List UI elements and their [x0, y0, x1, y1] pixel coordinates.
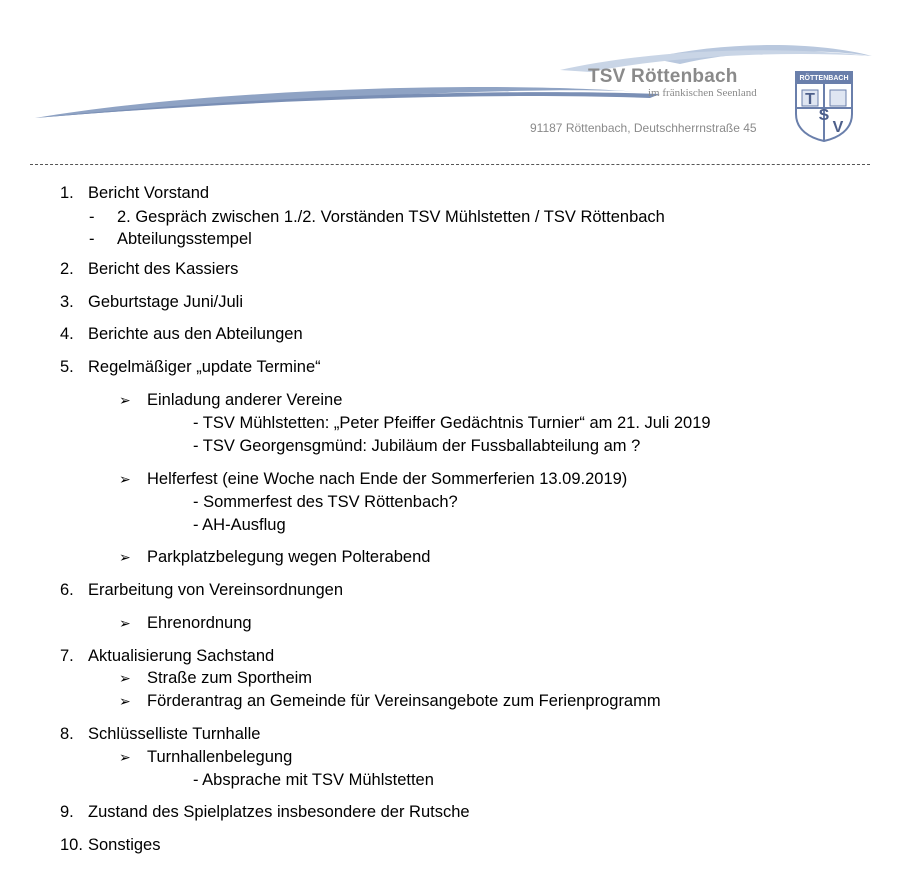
agenda-item-title: Bericht des Kassiers: [88, 260, 239, 278]
item-number: 6.: [60, 581, 74, 599]
agenda-item-title: Schlüsselliste Turnhalle: [88, 725, 261, 743]
agenda-item-title: Zustand des Spielplatzes insbesondere der Rutsche: [88, 803, 470, 821]
bullet-item: Helferfest (eine Woche nach Ende der Sommerferien 13.09.2019): [147, 470, 628, 488]
bullet-item: Straße zum Sportheim: [147, 669, 313, 687]
bullet-item: Turnhallenbelegung: [147, 748, 293, 766]
item-number: 4.: [60, 325, 74, 343]
agenda-item-title: Aktualisierung Sachstand: [88, 647, 275, 665]
bullet-arrow-icon: ➢: [119, 392, 131, 408]
logo-letter-t: T: [805, 91, 815, 108]
sub-item: 2. Gespräch zwischen 1./2. Vorständen TSV Mühlstetten / TSV Röttenbach: [117, 208, 665, 226]
item-number: 7.: [60, 647, 74, 665]
bullet-arrow-icon: ➢: [119, 693, 131, 709]
detail-item: - AH-Ausflug: [193, 516, 286, 534]
sub-dash: -: [89, 208, 95, 226]
bullet-item: Förderantrag an Gemeinde für Vereinsangebote zum Ferienprogramm: [147, 692, 661, 710]
bullet-item: Parkplatzbelegung wegen Polterabend: [147, 548, 431, 566]
bullet-arrow-icon: ➢: [119, 615, 131, 631]
item-number: 9.: [60, 803, 74, 821]
item-number: 1.: [60, 184, 74, 202]
logo-banner-text: RÖTTENBACH: [799, 75, 849, 82]
agenda-item-title: Bericht Vorstand: [88, 184, 210, 202]
item-number: 8.: [60, 725, 74, 743]
bullet-arrow-icon: ➢: [119, 471, 131, 487]
detail-item: - Sommerfest des TSV Röttenbach?: [193, 493, 458, 511]
agenda-item-title: Berichte aus den Abteilungen: [88, 325, 303, 343]
detail-item: - TSV Georgensgmünd: Jubiläum der Fussballabteilung am ?: [193, 437, 641, 455]
club-subtitle: im fränkischen Seenland: [648, 87, 757, 99]
item-number: 10.: [60, 836, 83, 854]
agenda-item-title: Sonstiges: [88, 836, 161, 854]
logo-letter-v: V: [832, 119, 844, 136]
header-divider: [30, 164, 870, 165]
agenda-item-title: Erarbeitung von Vereinsordnungen: [88, 581, 344, 599]
detail-item: - Absprache mit TSV Mühlstetten: [193, 771, 434, 789]
club-name: TSV Röttenbach: [588, 66, 738, 87]
sub-item: Abteilungsstempel: [117, 230, 252, 248]
item-number: 3.: [60, 293, 74, 311]
detail-item: - TSV Mühlstetten: „Peter Pfeiffer Gedächtnis Turnier“ am 21. Juli 2019: [193, 414, 711, 432]
bullet-item: Ehrenordnung: [147, 614, 252, 632]
agenda-item-title: Geburtstage Juni/Juli: [88, 293, 244, 311]
item-number: 2.: [60, 260, 74, 278]
bullet-arrow-icon: ➢: [119, 549, 131, 565]
bullet-item: Einladung anderer Vereine: [147, 391, 343, 409]
bullet-arrow-icon: ➢: [119, 749, 131, 765]
header-swoosh: [0, 0, 901, 160]
sub-dash: -: [89, 230, 95, 248]
agenda-item-title: Regelmäßiger „update Termine“: [88, 358, 321, 376]
item-number: 5.: [60, 358, 74, 376]
logo-letter-s: S: [818, 107, 830, 124]
club-address: 91187 Röttenbach, Deutschherrnstraße 45: [530, 121, 757, 135]
club-logo-icon: [794, 70, 854, 142]
bullet-arrow-icon: ➢: [119, 670, 131, 686]
